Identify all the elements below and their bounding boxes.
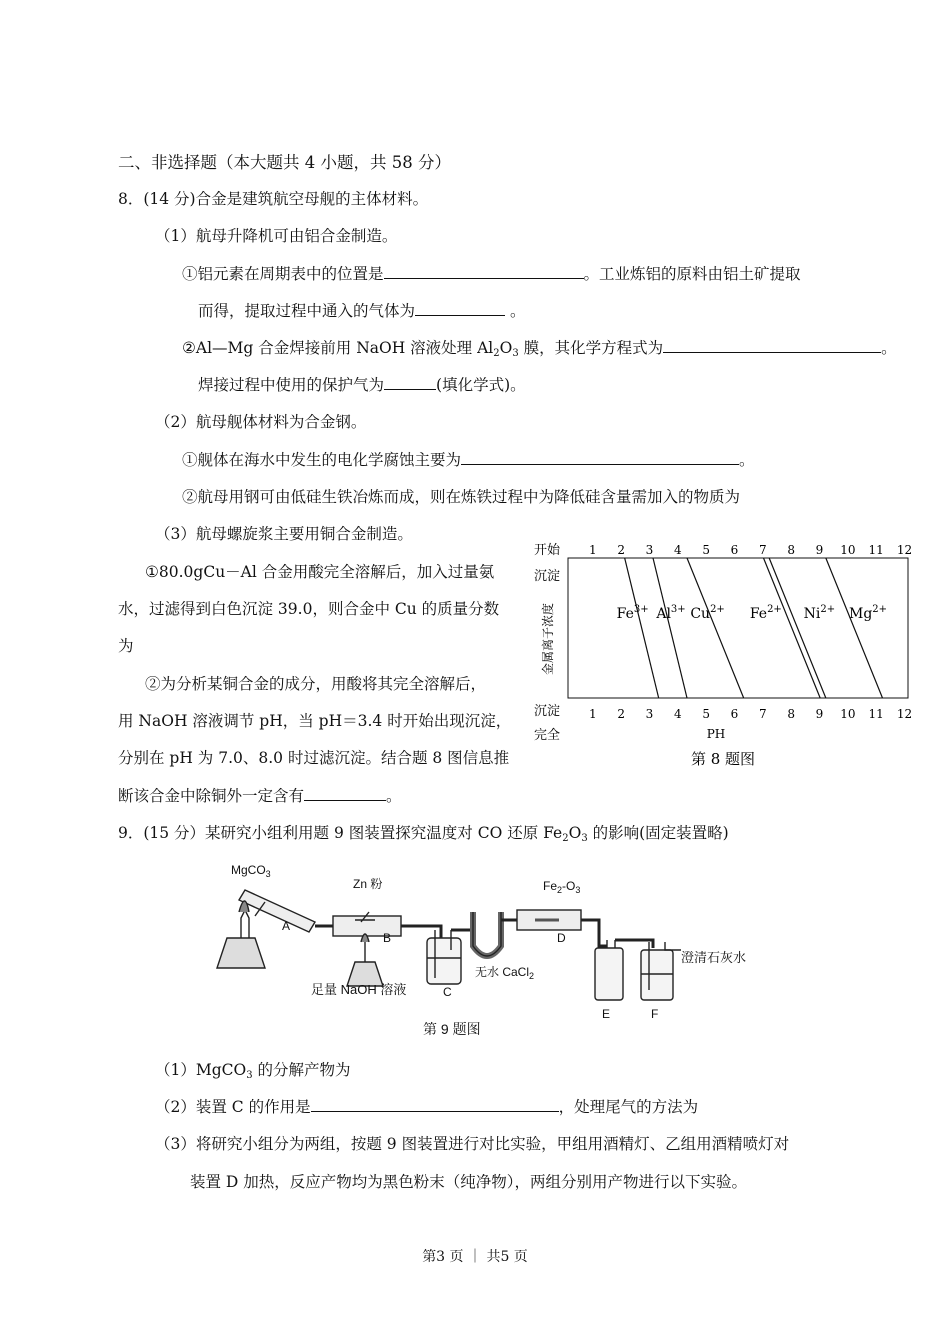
q8-p1-a-cont-line (198, 299, 525, 321)
label-d: D (557, 931, 566, 945)
q8-p3-b-l1: ②为分析某铜合金的成分，用酸将其完全溶解后， (145, 675, 487, 693)
q8-p1-b-pre: ②Al—Mg 合金焊接前用 NaOH 溶液处理 Al (182, 339, 494, 357)
q9-p2-pre: （2）装置 C 的作用是 (155, 1098, 311, 1116)
bottom-tick-label: 11 (868, 707, 884, 721)
subscript: 2 (562, 833, 569, 844)
q8-p1-a-cont-end: 。 (505, 302, 526, 320)
label-zn: Zn 粉 (353, 877, 383, 891)
q9-p2-line (155, 1095, 698, 1117)
q8-p1-a-cont: 而得，提取过程中通入的气体为 (198, 302, 416, 320)
oxygen: O (499, 339, 513, 357)
ion-label: $Al^{3+}$ (656, 604, 686, 622)
top-tick-label: 10 (840, 543, 856, 557)
answer-blank[interactable] (461, 450, 739, 465)
bottom-left-label-2: 完全 (534, 728, 561, 743)
ion-label: $Fe^{3+}$ (616, 604, 649, 622)
ion-label: $Fe^{2+}$ (749, 604, 782, 622)
q8-part1-head: （1）航母升降机可由铝合金制造。 (155, 227, 398, 245)
q8-p3-a-l1: ①80.0gCu－Al 合金用酸完全溶解后，加入过量氨 (145, 563, 495, 581)
q8-p2-a-line (182, 448, 755, 470)
apparatus-c (427, 930, 461, 984)
answer-blank[interactable] (311, 1097, 559, 1112)
top-tick-label: 7 (759, 543, 767, 557)
q9-p3-l1: （3）将研究小组分为两组，按题 9 图装置进行对比实验，甲组用酒精灯、乙组用酒精喷灯对 (155, 1135, 790, 1153)
top-tick-label: 8 (787, 543, 795, 557)
connector-tube (581, 920, 607, 946)
q8-p1-b-line (182, 336, 897, 359)
subscript: 3 (246, 1070, 253, 1081)
q9-stem-pre: 9．(15 分）某研究小组利用题 9 图装置探究温度对 CO 还原 Fe (118, 824, 563, 842)
q8-p3-b-l4-end: 。 (386, 787, 402, 805)
top-tick-label: 1 (589, 543, 597, 557)
bottom-tick-label: 10 (840, 707, 856, 721)
apparatus-f (641, 942, 681, 1000)
subscript: 2 (493, 348, 500, 359)
answer-blank[interactable] (304, 786, 386, 801)
q8-p1-b-end: 。 (881, 339, 897, 357)
bottom-tick-label: 1 (589, 707, 597, 721)
q9-p3-l2: 装置 D 加热，反应产物均为黑色粉末（纯净物），两组分别用产物进行以下实验。 (190, 1173, 748, 1191)
answer-blank[interactable] (663, 338, 881, 353)
label-a: A (282, 919, 291, 933)
x-axis-label: PH (706, 727, 726, 741)
q8-p2-b-line: ②航母用钢可由低硅生铁冶炼而成，则在炼铁过程中为降低硅含量需加入的物质为 (182, 488, 741, 506)
bottom-tick-label: 4 (674, 707, 682, 721)
q9-p2-post: ，处理尾气的方法为 (558, 1098, 699, 1116)
top-left-label: 开始 (534, 543, 561, 558)
u-tube-cacl2 (473, 912, 501, 956)
top-tick-label: 4 (674, 543, 682, 557)
ion-label: $Mg^{2+}$ (849, 604, 888, 622)
q8-p2-a-text: ①舰体在海水中发生的电化学腐蚀主要为 (182, 451, 462, 469)
q8-p1-a-after: 。工业炼铝的原料由铝土矿提取 (583, 265, 801, 283)
top-tick-label: 3 (645, 543, 654, 557)
figure-9-caption: 第 9 题图 (423, 1021, 481, 1037)
apparatus-e (595, 940, 623, 1000)
label-b: B (383, 931, 392, 945)
label-c: C (443, 985, 452, 999)
label-naoh: 足量 NaOH 溶液 (311, 982, 407, 997)
label-mgco3: MgCO$_3$ (231, 863, 271, 879)
label-f: F (651, 1007, 659, 1021)
precipitation-line-cu-2+ (687, 558, 744, 698)
q9-stem (118, 821, 729, 844)
q8-stem: 8．(14 分)合金是建筑航空母舰的主体材料。 (118, 190, 429, 208)
q8-p1-b-post: 膜，其化学方程式为 (518, 339, 664, 357)
q9-p1-pre: （1）MgCO (155, 1061, 247, 1079)
q8-p3-b-l2: 用 NaOH 溶液调节 pH，当 pH＝3.4 时开始出现沉淀， (118, 712, 512, 730)
precipitation-line-fe-2+ (764, 558, 821, 698)
section-heading: 二、非选择题（本大题共 4 小题，共 58 分） (118, 153, 451, 172)
apparatus-b (333, 912, 401, 986)
precipitation-line-fe-3+ (625, 558, 659, 698)
bottom-tick-label: 9 (815, 707, 824, 721)
answer-blank[interactable] (384, 264, 584, 279)
precipitation-line-ni-2+ (769, 558, 826, 698)
top-tick-label: 5 (702, 543, 710, 557)
q8-p1-b2-pre: 焊接过程中使用的保护气为 (198, 376, 385, 394)
label-limewater: 澄清石灰水 (681, 950, 747, 965)
answer-blank[interactable] (415, 301, 505, 316)
apparatus-a (217, 890, 315, 968)
y-axis-label: 金属离子浓度 (541, 602, 555, 675)
subscript: 3 (581, 833, 588, 844)
bottom-tick-label: 7 (759, 707, 767, 721)
q9-p1-line (155, 1058, 351, 1081)
q8-part3-head: （3）航母螺旋浆主要用铜合金制造。 (155, 525, 413, 543)
q8-part2-head: （2）航母舰体材料为合金钢。 (155, 413, 367, 431)
label-fe2o3: $Fe_2-O_3$ (543, 879, 581, 895)
apparatus-diagram (205, 850, 765, 1045)
ph-precipitation-chart (528, 540, 918, 772)
top-tick-label: 11 (868, 543, 884, 557)
bottom-left-label: 沉淀 (534, 704, 561, 719)
chart-frame (568, 558, 908, 698)
bottom-tick-label: 12 (896, 707, 913, 721)
connector-tube (615, 940, 653, 948)
top-tick-label: 9 (815, 543, 824, 557)
figure-8-caption: 第 8 题图 (690, 750, 756, 768)
apparatus-d (517, 910, 581, 930)
bottom-tick-label: 6 (730, 707, 739, 721)
ion-label: $Cu^{2+}$ (690, 604, 725, 622)
subscript: 3 (512, 348, 519, 359)
q8-p1-a-text: ①铝元素在周期表中的位置是 (182, 265, 384, 283)
top-tick-label: 2 (617, 543, 625, 557)
answer-blank[interactable] (384, 375, 436, 390)
label-cacl2: 无水 CaCl$_2$ (475, 965, 535, 981)
q8-p1-b2-line (198, 373, 526, 395)
bottom-tick-label: 3 (645, 707, 654, 721)
q8-p3-b-l4-text: 断该合金中除铜外一定含有 (118, 787, 305, 805)
top-tick-label: 6 (730, 543, 739, 557)
q9-stem-post: 的影响(固定装置略) (587, 824, 729, 842)
bottom-tick-label: 8 (787, 707, 795, 721)
q8-p3-b-l3: 分别在 pH 为 7.0、8.0 时过滤沉淀。结合题 8 图信息推 (118, 749, 510, 767)
oxygen: O (568, 824, 582, 842)
q8-p1-b2-post: (填化学式)。 (436, 376, 526, 394)
q8-p3-a-l3: 为 (118, 637, 134, 655)
label-e: E (602, 1007, 611, 1021)
precipitation-line-al-3+ (653, 558, 687, 698)
top-left-label-2: 沉淀 (534, 569, 561, 584)
page-footer: 第3 页 ｜ 共5 页 (422, 1249, 528, 1265)
q8-p3-a-l2: 水，过滤得到白色沉淀 39.0，则合金中 Cu 的质量分数 (118, 600, 500, 618)
ion-label: $Ni^{2+}$ (803, 604, 836, 622)
q8-p2-a-end: 。 (739, 451, 755, 469)
top-tick-label: 12 (896, 543, 913, 557)
q8-p1-a-line (182, 262, 801, 284)
bottom-tick-label: 2 (617, 707, 625, 721)
precipitation-line-mg-2+ (826, 558, 883, 698)
bottom-tick-label: 5 (702, 707, 710, 721)
q9-p1-post: 的分解产物为 (252, 1061, 351, 1079)
q8-p3-b-l4-line (118, 784, 402, 806)
